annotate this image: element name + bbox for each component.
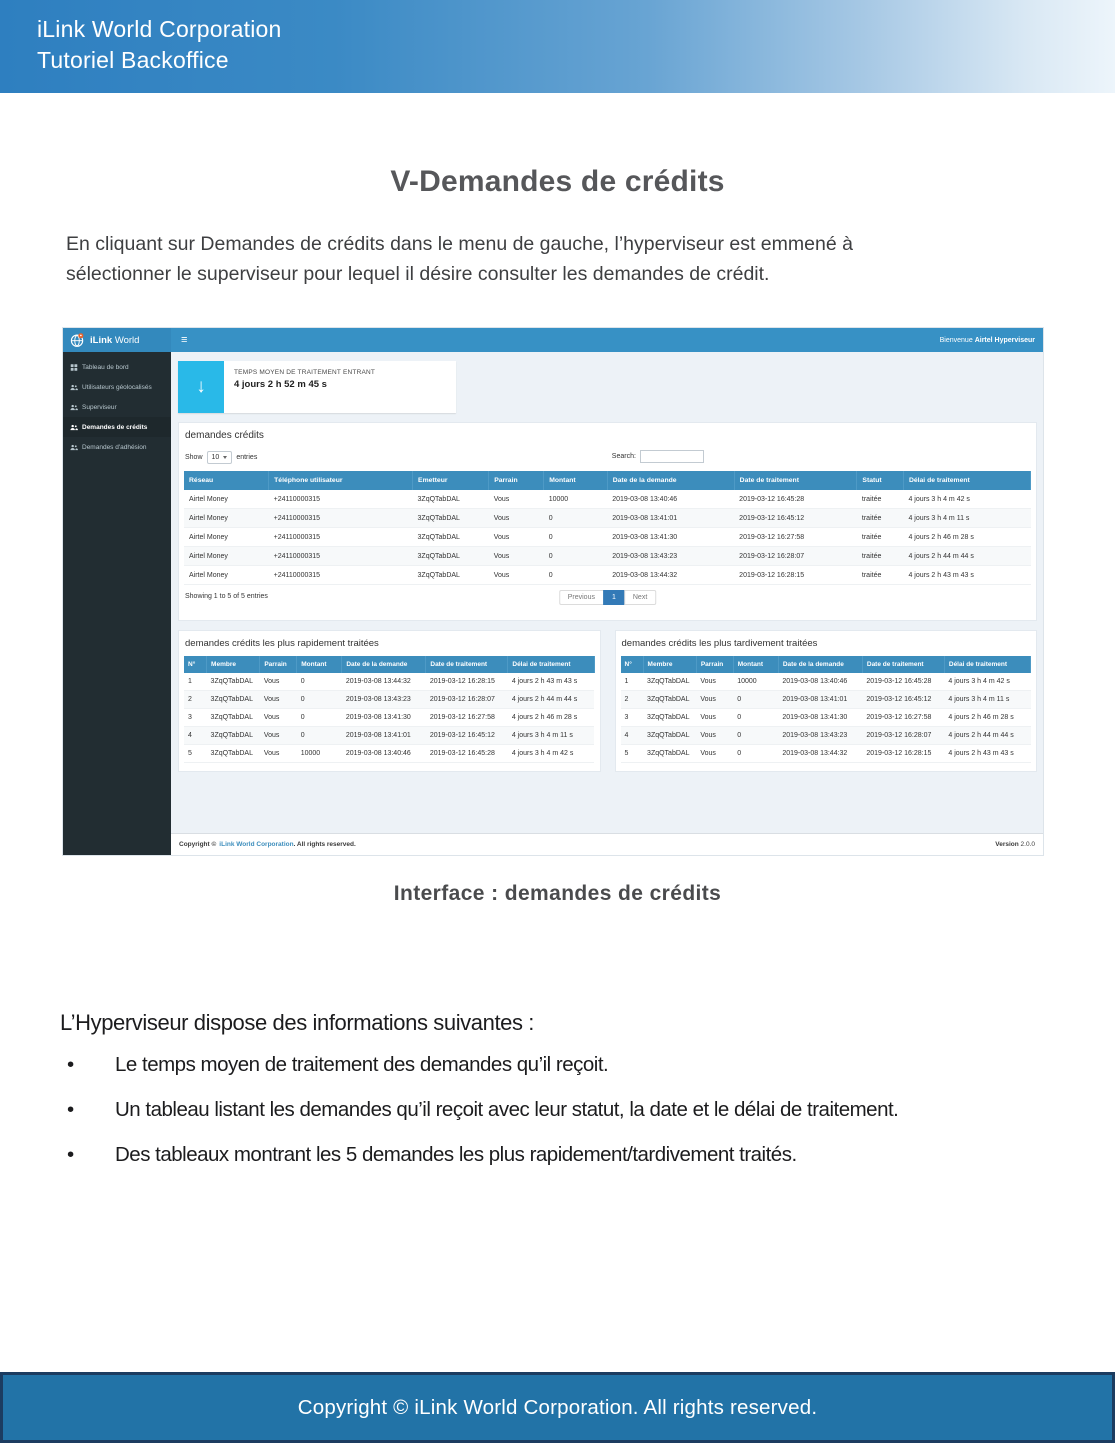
table-cell: 2019-03-12 16:27:58	[862, 709, 944, 727]
table-cell: Vous	[489, 547, 544, 566]
table-row	[184, 745, 594, 763]
table-row	[184, 528, 1031, 547]
users-icon	[70, 384, 78, 391]
column-header[interactable]: Téléphone utilisateur	[269, 471, 413, 490]
table-cell: 2019-03-12 16:45:28	[734, 490, 857, 509]
table-cell: 2019-03-08 13:43:23	[778, 727, 862, 745]
column-header[interactable]: Parrain	[260, 656, 297, 673]
table-cell: 3ZqQTabDAL	[207, 709, 260, 727]
table-cell: traitée	[857, 509, 904, 528]
showing-entries-text: Showing 1 to 5 of 5 entries	[185, 593, 268, 601]
table-row	[621, 727, 1031, 745]
pagination-next-button[interactable]: Next	[624, 590, 656, 605]
column-header[interactable]: Montant	[733, 656, 778, 673]
search-label: Search:	[611, 453, 636, 461]
app-footer	[171, 833, 1043, 855]
slowest-demands-table	[621, 656, 1032, 763]
column-header[interactable]: Délai de traitement	[944, 656, 1030, 673]
document-footer	[0, 1372, 1115, 1443]
table-cell: 2019-03-08 13:40:46	[342, 745, 426, 763]
table-cell: 10000	[544, 490, 607, 509]
table-cell: 2019-03-12 16:28:07	[426, 691, 508, 709]
table-cell: traitée	[857, 547, 904, 566]
table-cell: 2019-03-12 16:28:07	[734, 547, 857, 566]
table-cell: 1	[184, 673, 207, 691]
table-cell: 2019-03-08 13:44:32	[778, 745, 862, 763]
table-cell: traitée	[857, 490, 904, 509]
table-cell: 3	[621, 709, 644, 727]
search-group	[612, 450, 704, 463]
table-cell: 4 jours 2 h 43 m 43 s	[508, 673, 594, 691]
table-cell: 2019-03-12 16:45:28	[862, 673, 944, 691]
version-text: Version 2.0.0	[995, 841, 1035, 849]
table-cell: Airtel Money	[184, 528, 269, 547]
table-cell: 0	[733, 745, 778, 763]
document-header-line2: Tutoriel Backoffice	[37, 47, 229, 73]
sidebar-item-superviseur[interactable]	[63, 397, 171, 417]
table-cell: 4 jours 3 h 4 m 11 s	[944, 691, 1030, 709]
table-cell: Vous	[489, 490, 544, 509]
table-cell: Vous	[696, 745, 733, 763]
column-header[interactable]: Date de traitement	[426, 656, 508, 673]
table-cell: Airtel Money	[184, 490, 269, 509]
app-sidebar	[63, 352, 171, 855]
column-header[interactable]: Date de la demande	[342, 656, 426, 673]
table-cell: 3ZqQTabDAL	[207, 673, 260, 691]
table-cell: 4 jours 2 h 44 m 44 s	[903, 547, 1030, 566]
table-cell: 4 jours 3 h 4 m 42 s	[944, 673, 1030, 691]
table-body	[184, 673, 594, 763]
document-footer-text: Copyright © iLink World Corporation. All rights reserved.	[297, 1395, 818, 1419]
sidebar-item-tableau-de-bord[interactable]	[63, 357, 171, 377]
table-body	[621, 673, 1031, 763]
table-cell: +24110000315	[269, 490, 413, 509]
table-cell: 10000	[297, 745, 342, 763]
fastest-demands-table	[184, 656, 595, 763]
brand-text: iLink World	[90, 334, 140, 346]
table-cell: +24110000315	[269, 566, 413, 585]
table-cell: 2019-03-08 13:41:01	[607, 509, 734, 528]
table-cell: 3ZqQTabDAL	[413, 547, 489, 566]
table-cell: 5	[621, 745, 644, 763]
column-header[interactable]: N°	[184, 656, 207, 673]
column-header[interactable]: Membre	[643, 656, 696, 673]
table-cell: 2019-03-08 13:41:30	[342, 709, 426, 727]
sidebar-item-utilisateurs-geolocalises[interactable]	[63, 377, 171, 397]
table-cell: 0	[733, 709, 778, 727]
table-cell: 2019-03-08 13:41:01	[342, 727, 426, 745]
table-row	[621, 691, 1031, 709]
table-cell: 3	[184, 709, 207, 727]
app-content	[171, 352, 1043, 833]
column-header[interactable]: Délai de traitement	[508, 656, 594, 673]
table-cell: +24110000315	[269, 509, 413, 528]
table-cell: 0	[297, 727, 342, 745]
table-cell: 4 jours 2 h 46 m 28 s	[903, 528, 1030, 547]
table-cell: Airtel Money	[184, 509, 269, 528]
table-row	[184, 673, 594, 691]
table-cell: 0	[733, 727, 778, 745]
table-row	[184, 490, 1031, 509]
table-cell: 2019-03-12 16:28:07	[862, 727, 944, 745]
table-cell: 3ZqQTabDAL	[643, 709, 696, 727]
table-cell: Vous	[260, 745, 297, 763]
table-row	[184, 509, 1031, 528]
table-cell: 0	[297, 709, 342, 727]
table-cell: 4 jours 2 h 46 m 28 s	[944, 709, 1030, 727]
pagination-page-1-button[interactable]: 1	[603, 590, 625, 605]
table-cell: Vous	[260, 673, 297, 691]
table-row	[184, 727, 594, 745]
table-cell: 4 jours 2 h 43 m 43 s	[903, 566, 1030, 585]
column-header[interactable]: Date de traitement	[734, 471, 857, 490]
table-cell: 2019-03-08 13:41:30	[778, 709, 862, 727]
show-entries: Show 10 entries	[185, 451, 257, 464]
table-cell: 2019-03-12 16:45:12	[734, 509, 857, 528]
sidebar-item-demandes-de-credits[interactable]	[63, 417, 171, 437]
users-icon	[70, 424, 78, 431]
pagination	[559, 590, 657, 605]
table-cell: traitée	[857, 566, 904, 585]
table-cell: 4 jours 3 h 4 m 11 s	[508, 727, 594, 745]
table-cell: traitée	[857, 528, 904, 547]
stat-card-label: TEMPS MOYEN DE TRAITEMENT ENTRANT	[234, 369, 376, 377]
fastest-demands-panel	[178, 630, 601, 772]
table-cell: 2019-03-08 13:43:23	[342, 691, 426, 709]
app-copyright-label: Copyright ©	[179, 841, 217, 849]
table-cell: Airtel Money	[184, 566, 269, 585]
table-cell: 0	[733, 691, 778, 709]
panel-title: demandes crédits les plus rapidement traitées	[185, 638, 379, 650]
column-header[interactable]: Membre	[207, 656, 260, 673]
column-header[interactable]: Emetteur	[413, 471, 489, 490]
table-header-row	[621, 656, 1031, 673]
table-row	[184, 709, 594, 727]
table-cell: +24110000315	[269, 547, 413, 566]
table-cell: Vous	[489, 566, 544, 585]
table-cell: 3ZqQTabDAL	[413, 509, 489, 528]
column-header[interactable]: Date de la demande	[778, 656, 862, 673]
sidebar-item-label: Tableau de bord	[82, 363, 129, 371]
sidebar-item-demandes-d-adhesion[interactable]	[63, 437, 171, 457]
info-heading: L’Hyperviseur dispose des informations suivantes :	[60, 1010, 535, 1036]
table-cell: 3ZqQTabDAL	[207, 745, 260, 763]
chevron-down-icon	[223, 456, 227, 459]
table-cell: 3ZqQTabDAL	[413, 566, 489, 585]
table-cell: 2019-03-12 16:28:15	[862, 745, 944, 763]
table-cell: 2019-03-08 13:40:46	[607, 490, 734, 509]
table-cell: Vous	[696, 709, 733, 727]
table-cell: 4 jours 2 h 46 m 28 s	[508, 709, 594, 727]
arrow-down-icon: ↓	[178, 361, 224, 413]
column-header[interactable]: Date de la demande	[607, 471, 734, 490]
sidebar-item-label: Superviseur	[82, 403, 117, 411]
table-cell: 2	[184, 691, 207, 709]
table-cell: 0	[297, 691, 342, 709]
table-cell: 4 jours 3 h 4 m 42 s	[508, 745, 594, 763]
info-section	[60, 1010, 1115, 1167]
table-cell: 5	[184, 745, 207, 763]
table-cell: 3ZqQTabDAL	[413, 490, 489, 509]
column-header[interactable]: Montant	[544, 471, 607, 490]
globe-logo-icon	[70, 333, 85, 348]
table-cell: 0	[544, 509, 607, 528]
table-cell: 4 jours 2 h 43 m 43 s	[944, 745, 1030, 763]
table-cell: 2019-03-12 16:45:12	[862, 691, 944, 709]
table-cell: 4 jours 3 h 4 m 11 s	[903, 509, 1030, 528]
table-cell: Vous	[696, 673, 733, 691]
table-cell: 4 jours 2 h 44 m 44 s	[508, 691, 594, 709]
search-input[interactable]	[640, 450, 704, 463]
table-cell: 4 jours 3 h 4 m 42 s	[903, 490, 1030, 509]
panel-title: demandes crédits	[185, 430, 264, 442]
column-header[interactable]: Réseau	[184, 471, 269, 490]
table-cell: Vous	[696, 727, 733, 745]
sidebar-item-label: Utilisateurs géolocalisés	[82, 383, 152, 391]
info-bullet-1: • Le temps moyen de traitement des demandes qu’il reçoit.	[67, 1053, 609, 1077]
table-row	[621, 673, 1031, 691]
table-row	[621, 709, 1031, 727]
table-cell: 2019-03-08 13:44:32	[342, 673, 426, 691]
table-cell: 1	[621, 673, 644, 691]
table-header-row	[184, 471, 1031, 490]
table-controls	[179, 447, 1036, 471]
column-header[interactable]: Statut	[857, 471, 904, 490]
table-cell: Vous	[489, 509, 544, 528]
entries-select[interactable]: 10	[207, 451, 233, 464]
table-cell: 0	[544, 566, 607, 585]
table-cell: Vous	[696, 691, 733, 709]
table-cell: 2	[621, 691, 644, 709]
table-cell: 3ZqQTabDAL	[207, 727, 260, 745]
table-row	[184, 547, 1031, 566]
sidebar-item-label: Demandes d'adhésion	[82, 443, 147, 451]
page-title: V-Demandes de crédits	[390, 165, 725, 198]
column-header[interactable]: N°	[621, 656, 644, 673]
welcome-text: Bienvenue Airtel Hyperviseur	[939, 336, 1035, 344]
table-cell: 3ZqQTabDAL	[643, 691, 696, 709]
demandes-credits-panel	[178, 422, 1037, 621]
users-icon	[70, 404, 78, 411]
table-cell: 2019-03-12 16:45:28	[426, 745, 508, 763]
table-cell: 4	[621, 727, 644, 745]
table-cell: 2019-03-08 13:44:32	[607, 566, 734, 585]
table-cell: Vous	[489, 528, 544, 547]
table-cell: 2019-03-12 16:28:15	[426, 673, 508, 691]
column-header[interactable]: Parrain	[696, 656, 733, 673]
table-cell: Vous	[260, 709, 297, 727]
stat-card-value: 4 jours 2 h 52 m 45 s	[234, 379, 327, 391]
table-cell: 10000	[733, 673, 778, 691]
slowest-demands-panel	[615, 630, 1038, 772]
table-row	[184, 691, 594, 709]
table-cell: 4 jours 2 h 44 m 44 s	[944, 727, 1030, 745]
document-header	[0, 0, 1115, 93]
table-cell: 0	[544, 528, 607, 547]
table-cell: 2019-03-08 13:41:01	[778, 691, 862, 709]
intro-paragraph: En cliquant sur Demandes de crédits dans le menu de gauche, l’hyperviseur est emmené à sélectionner le superviseur pour lequel il désire consulter les demandes de crédit.	[66, 233, 853, 286]
company-link[interactable]: iLink World Corporation	[219, 841, 294, 849]
table-cell: Vous	[260, 727, 297, 745]
bullet-icon: •	[67, 1053, 74, 1077]
column-header[interactable]: Montant	[297, 656, 342, 673]
app-screenshot	[63, 328, 1043, 855]
table-row	[621, 745, 1031, 763]
app-navbar	[63, 328, 1043, 352]
figure-caption: Interface : demandes de crédits	[393, 882, 722, 906]
table-cell: Airtel Money	[184, 547, 269, 566]
column-header[interactable]: Parrain	[489, 471, 544, 490]
sidebar-item-label: Demandes de crédits	[82, 423, 148, 431]
table-body	[184, 490, 1031, 585]
table-cell: 2019-03-08 13:40:46	[778, 673, 862, 691]
table-cell: 2019-03-12 16:27:58	[426, 709, 508, 727]
table-cell: 2019-03-12 16:28:15	[734, 566, 857, 585]
brand[interactable]	[63, 328, 171, 352]
sidebar-menu	[63, 357, 171, 457]
stat-card	[178, 361, 456, 413]
table-cell: 2019-03-08 13:43:23	[607, 547, 734, 566]
info-bullet-list	[60, 1053, 1115, 1167]
table-cell: 3ZqQTabDAL	[643, 727, 696, 745]
bottom-panels	[178, 630, 1037, 772]
table-cell: 4	[184, 727, 207, 745]
pagination-previous-button[interactable]: Previous	[559, 590, 604, 605]
dashboard-icon	[70, 364, 78, 371]
table-cell: 0	[544, 547, 607, 566]
table-cell: 2019-03-08 13:41:30	[607, 528, 734, 547]
table-cell: 3ZqQTabDAL	[643, 673, 696, 691]
table-cell: 3ZqQTabDAL	[643, 745, 696, 763]
table-row	[184, 566, 1031, 585]
document-header-line1: iLink World Corporation	[37, 16, 282, 42]
info-bullet-3: • Des tableaux montrant les 5 demandes les plus rapidement/tardivement traités.	[67, 1143, 797, 1167]
table-header-row	[184, 656, 594, 673]
users-icon	[70, 444, 78, 451]
table-cell: 0	[297, 673, 342, 691]
demandes-credits-table	[184, 471, 1031, 585]
column-header[interactable]: Date de traitement	[862, 656, 944, 673]
panel-title: demandes crédits les plus tardivement traitées	[621, 638, 818, 650]
bullet-icon: •	[67, 1098, 74, 1122]
table-cell: 3ZqQTabDAL	[413, 528, 489, 547]
table-cell: 2019-03-12 16:27:58	[734, 528, 857, 547]
table-cell: 2019-03-12 16:45:12	[426, 727, 508, 745]
table-cell: +24110000315	[269, 528, 413, 547]
table-cell: Vous	[260, 691, 297, 709]
rights-text: . All rights reserved.	[293, 841, 356, 849]
table-footer	[179, 585, 1036, 611]
bullet-icon: •	[67, 1143, 74, 1167]
menu-toggle-icon[interactable]: ≡	[181, 333, 188, 346]
column-header[interactable]: Délai de traitement	[903, 471, 1030, 490]
table-cell: 3ZqQTabDAL	[207, 691, 260, 709]
info-bullet-2: • Un tableau listant les demandes qu’il reçoit avec leur statut, la date et le délai de traitement.	[67, 1098, 899, 1122]
